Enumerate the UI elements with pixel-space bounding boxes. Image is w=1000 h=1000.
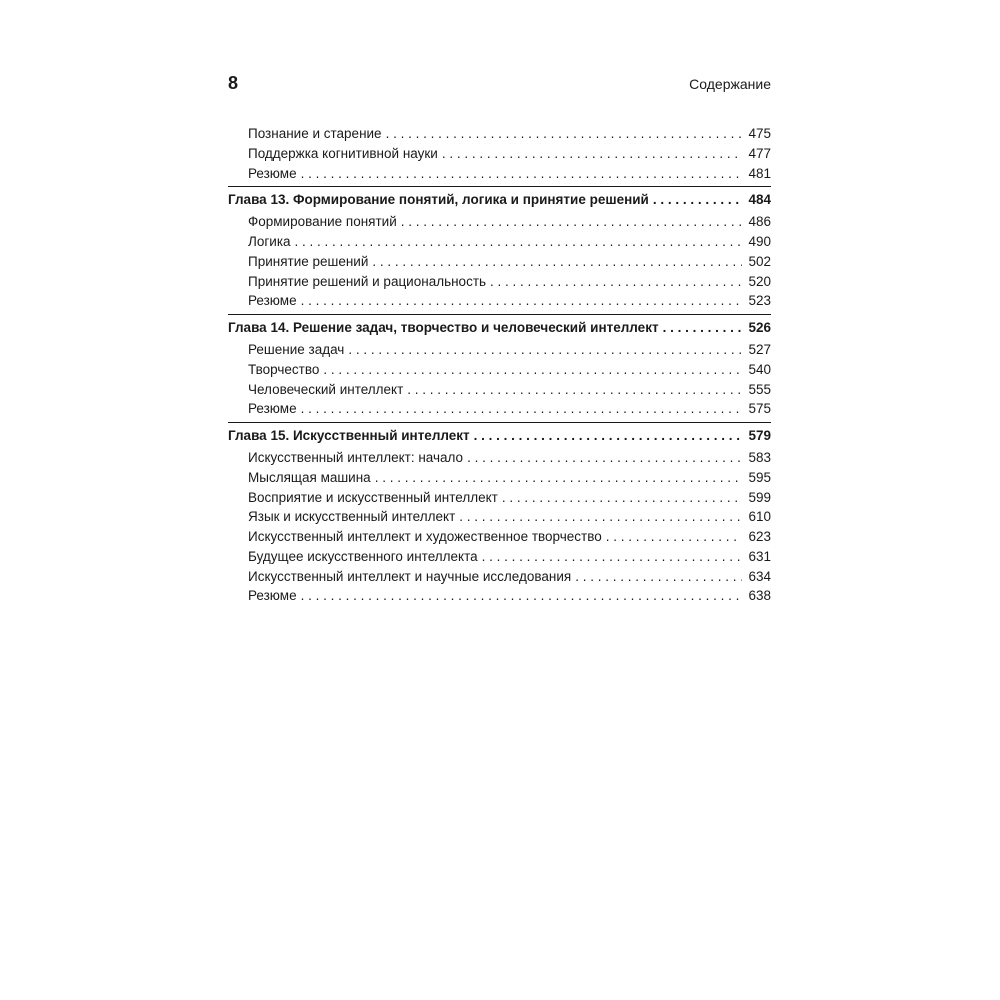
toc-entry-title: Будущее искусственного интеллекта xyxy=(248,548,478,564)
toc-entry-page: 634 xyxy=(748,568,771,584)
toc-entry-title: Познание и старение xyxy=(248,126,382,141)
toc-entry-title: Человеческий интеллект xyxy=(248,381,404,397)
chapter-page: 526 xyxy=(748,320,771,335)
dot-leader xyxy=(348,340,742,360)
toc-entry xyxy=(228,340,771,360)
toc-entry xyxy=(228,124,771,144)
toc-entry xyxy=(228,507,771,527)
toc-entry xyxy=(228,232,771,252)
dot-leader xyxy=(401,212,743,232)
toc-entry-page: 583 xyxy=(748,450,771,465)
chapter-13-block xyxy=(228,186,771,311)
toc-entry-title: Логика xyxy=(248,234,291,249)
chapter-heading xyxy=(228,186,771,212)
toc-entry-title: Решение задач xyxy=(248,342,345,357)
toc-entry-title: Язык и искусственный интеллект xyxy=(248,509,456,525)
chapter-page: 484 xyxy=(748,192,771,208)
chapter-page: 579 xyxy=(748,428,771,443)
dot-leader xyxy=(482,547,743,567)
toc-entry xyxy=(228,272,771,292)
dot-leader xyxy=(407,380,742,400)
toc-entry-page: 481 xyxy=(748,165,771,181)
dot-leader xyxy=(442,144,743,164)
toc-entry xyxy=(228,212,771,232)
toc-entry-page: 486 xyxy=(748,214,771,230)
toc-entry-title: Искусственный интеллект: начало xyxy=(248,450,464,465)
toc-entry-page: 520 xyxy=(748,273,771,289)
toc-entry-title: Резюме xyxy=(248,588,297,604)
toc-entry-title: Принятие решений и рациональность xyxy=(248,273,487,289)
toc-entry xyxy=(228,547,771,567)
toc-entry-page: 523 xyxy=(748,293,771,309)
dot-leader xyxy=(301,291,743,311)
toc-entry xyxy=(228,448,771,468)
toc-entry-page: 555 xyxy=(748,381,771,397)
dot-leader xyxy=(663,315,743,340)
dot-leader xyxy=(372,252,742,272)
toc-entry-page: 623 xyxy=(748,529,771,544)
toc-entry-page: 638 xyxy=(748,588,771,604)
toc-entry xyxy=(228,468,771,488)
dot-leader xyxy=(301,164,743,184)
toc-entry-page: 475 xyxy=(748,126,771,141)
toc-entry-page: 540 xyxy=(748,361,771,377)
dot-leader xyxy=(653,187,743,212)
toc-entry-page: 502 xyxy=(748,253,771,269)
toc-entry-title: Резюме xyxy=(248,293,297,309)
toc-entry-page: 599 xyxy=(748,489,771,505)
toc-entry xyxy=(228,164,771,184)
dot-leader xyxy=(502,488,743,508)
toc-entry-title: Резюме xyxy=(248,165,297,181)
dot-leader xyxy=(490,272,742,292)
toc-entry xyxy=(228,527,771,547)
toc-entry xyxy=(228,567,771,587)
table-of-contents xyxy=(228,124,771,606)
dot-leader xyxy=(375,468,743,488)
toc-entry-title: Искусственный интеллект и научные исследования xyxy=(248,568,572,584)
dot-leader xyxy=(474,423,743,448)
toc-entry-title: Принятие решений xyxy=(248,253,369,269)
chapter-14-block xyxy=(228,314,771,419)
chapter-title: Глава 15. Искусственный интеллект xyxy=(228,428,470,443)
toc-entry-title: Восприятие и искусственный интеллект xyxy=(248,489,498,505)
toc-entry xyxy=(228,586,771,606)
page-number: 8 xyxy=(228,73,239,93)
chapter-15-block xyxy=(228,422,771,606)
toc-entry-title: Мыслящая машина xyxy=(248,469,371,485)
dot-leader xyxy=(301,399,743,419)
toc-entry xyxy=(228,144,771,164)
toc-entry-title: Творчество xyxy=(248,361,320,377)
dot-leader xyxy=(606,527,743,547)
running-header: Содержание xyxy=(689,76,771,92)
dot-leader xyxy=(386,124,743,144)
toc-entry-page: 527 xyxy=(748,342,771,357)
toc-entry-page: 575 xyxy=(748,401,771,417)
toc-entry xyxy=(228,488,771,508)
chapter-title: Глава 14. Решение задач, творчество и человеческий интеллект xyxy=(228,320,659,335)
dot-leader xyxy=(295,232,743,252)
toc-entry-page: 490 xyxy=(748,234,771,249)
toc-entry-title: Поддержка когнитивной науки xyxy=(248,145,438,161)
dot-leader xyxy=(575,567,742,587)
dot-leader xyxy=(459,507,742,527)
leading-sections xyxy=(228,124,771,183)
chapter-heading xyxy=(228,314,771,340)
chapter-heading xyxy=(228,422,771,448)
toc-entry xyxy=(228,380,771,400)
toc-entry xyxy=(228,399,771,419)
toc-entry-title: Искусственный интеллект и художественное творчество xyxy=(248,529,602,544)
toc-entry xyxy=(228,360,771,380)
dot-leader xyxy=(301,586,743,606)
dot-leader xyxy=(323,360,742,380)
toc-entry-page: 477 xyxy=(748,145,771,161)
toc-entry-page: 595 xyxy=(748,469,771,485)
toc-entry-page: 610 xyxy=(748,509,771,525)
toc-entry xyxy=(228,252,771,272)
chapter-title: Глава 13. Формирование понятий, логика и принятие решений xyxy=(228,192,649,208)
toc-entry-title: Резюме xyxy=(248,401,297,417)
toc-entry-page: 631 xyxy=(748,548,771,564)
dot-leader xyxy=(467,448,742,468)
toc-entry xyxy=(228,291,771,311)
toc-entry-title: Формирование понятий xyxy=(248,214,397,230)
